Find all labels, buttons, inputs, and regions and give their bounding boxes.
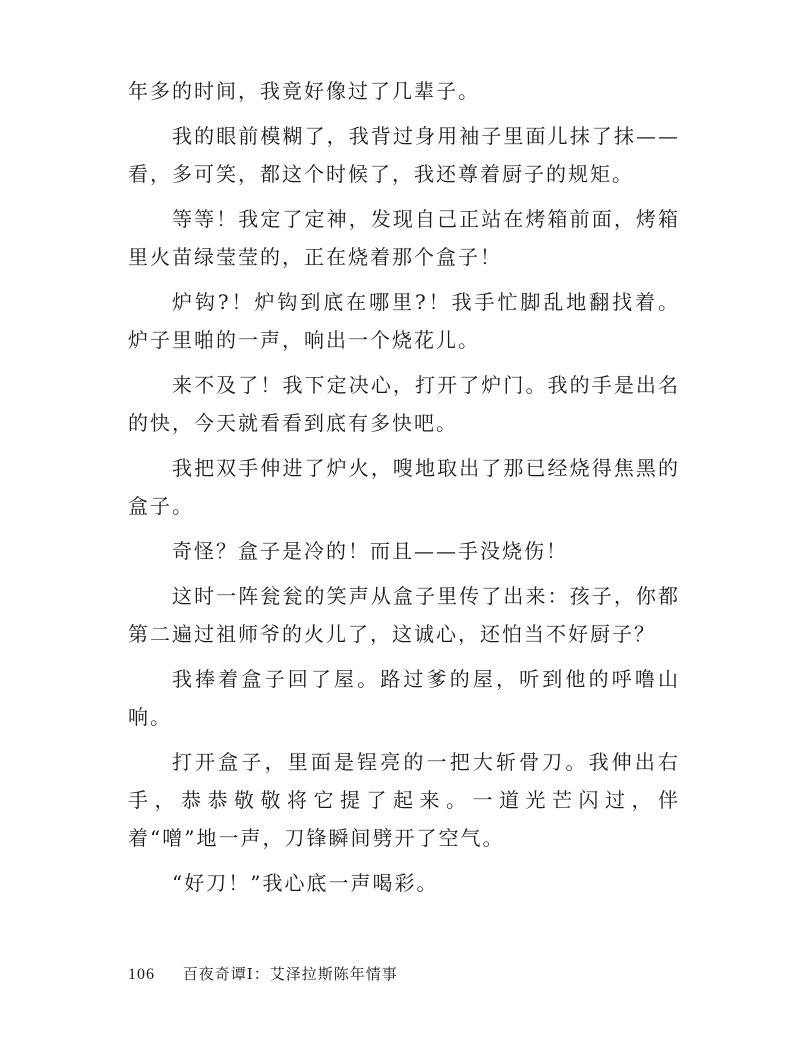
paragraph: 等等！我定了定神，发现自己正站在烤箱前面，烤箱里火苗绿莹莹的，正在烧着那个盒子！	[128, 207, 680, 269]
paragraph: “好刀！”我心底一声喝彩。	[172, 871, 439, 895]
paragraph: 我的眼前模糊了，我背过身用袖子里面儿抹了抹——看，多可笑，都这个时候了，我还尊着厨子的规矩。	[128, 124, 680, 186]
paragraph: 打开盒子，里面是锃亮的一把大斩骨刀。我伸出右手，恭恭敬敬将它提了起来。一道光芒闪过，伴着“噌”地一声，刀锋瞬间劈开了空气。	[128, 750, 680, 850]
paragraph: 来不及了！我下定决心，打开了炉门。我的手是出名的快，今天就看看到底有多快吧。	[128, 373, 680, 435]
paragraph: 我捧着盒子回了屋。路过爹的屋，听到他的呼噜山响。	[128, 667, 680, 729]
page-number: 106	[128, 966, 155, 983]
page-footer	[128, 963, 398, 984]
paragraph: 我把双手伸进了炉火，嗖地取出了那已经烧得焦黑的盒子。	[128, 456, 680, 518]
paragraph: 这时一阵瓮瓮的笑声从盒子里传了出来：孩子，你都第二遍过祖师爷的火儿了，这诚心，还怕当不好厨子？	[128, 584, 680, 646]
paragraph: 炉钩?！炉钩到底在哪里?！我手忙脚乱地翻找着。炉子里啪的一声，响出一个烧花儿。	[128, 290, 680, 352]
body-text	[128, 72, 680, 909]
paragraph-continuation: 年多的时间，我竟好像过了几辈子。	[128, 79, 480, 103]
book-title: 百夜奇谭Ⅰ：艾泽拉斯陈年情事	[182, 965, 398, 983]
paragraph: 奇怪？盒子是冷的！而且——手没烧伤！	[172, 539, 568, 563]
